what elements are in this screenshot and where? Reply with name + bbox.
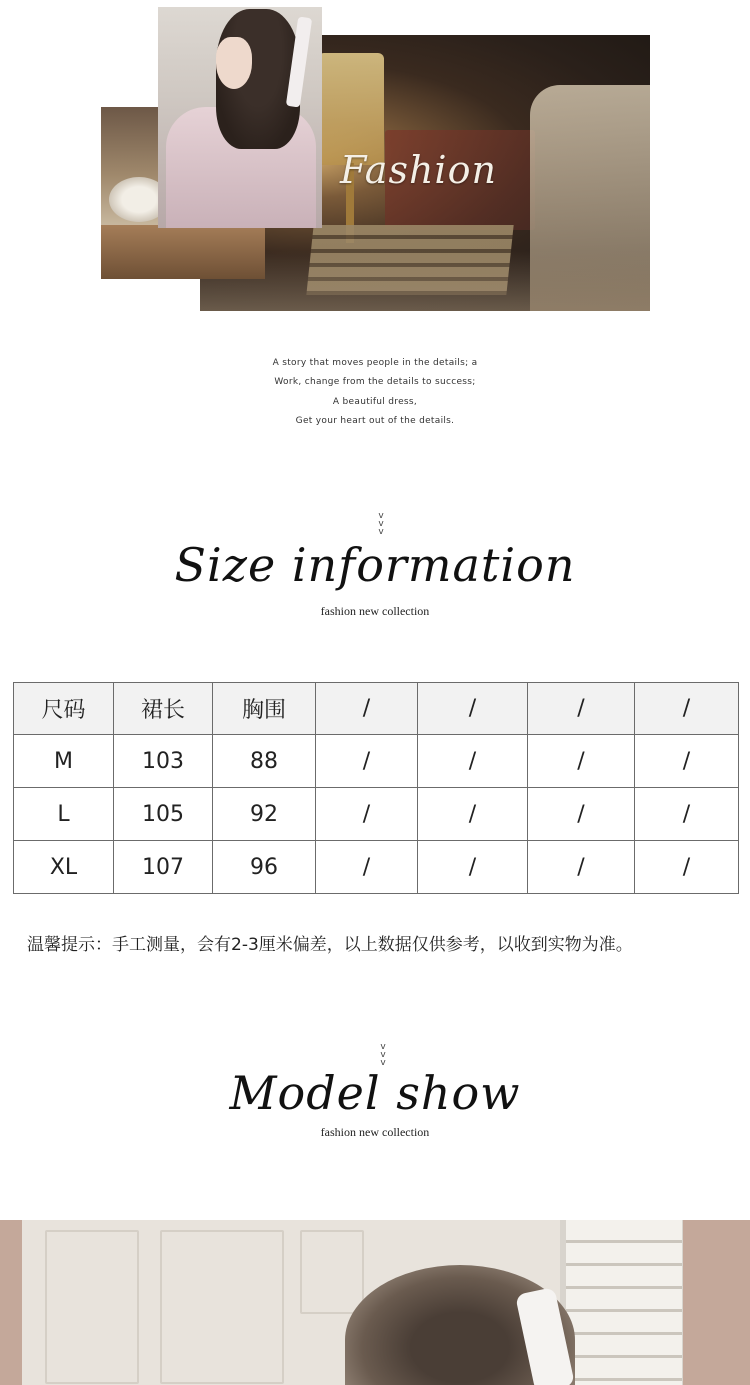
door-panel xyxy=(300,1230,364,1314)
wooden-table xyxy=(101,225,265,279)
model-show-photo xyxy=(0,1220,750,1385)
size-table-header-row xyxy=(14,683,739,735)
table-row xyxy=(14,841,739,894)
chevron-down-icon: v v v xyxy=(378,511,384,537)
header-empty: / xyxy=(635,683,739,735)
table-cell: 103 xyxy=(114,735,213,788)
size-table xyxy=(13,682,739,894)
table-cell: / xyxy=(635,841,739,894)
table-cell: XL xyxy=(14,841,114,894)
story-line-3: A beautiful dress, xyxy=(332,397,418,407)
model-section-subtitle: fashion new collection xyxy=(320,1125,430,1139)
table-cell: M xyxy=(14,735,114,788)
header-empty: / xyxy=(316,683,418,735)
header-bust: 胸围 xyxy=(213,683,316,735)
table-cell: / xyxy=(316,841,418,894)
table-cell: 92 xyxy=(213,788,316,841)
measurement-tip: 温馨提示：手工测量，会有2-3厘米偏差，以上数据仅供参考，以收到实物为准。 xyxy=(27,935,633,955)
table-cell: / xyxy=(528,841,635,894)
model-section-title: Model show xyxy=(229,1066,521,1120)
table-cell: 107 xyxy=(114,841,213,894)
story-line-2: Work, change from the details to success; xyxy=(274,377,476,387)
table-cell: / xyxy=(316,788,418,841)
table-cell: / xyxy=(528,735,635,788)
table-cell: / xyxy=(418,841,528,894)
table-cell: 88 xyxy=(213,735,316,788)
model-face xyxy=(216,37,252,89)
table-cell: / xyxy=(418,788,528,841)
story-line-4: Get your heart out of the details. xyxy=(295,416,455,426)
header-empty: / xyxy=(418,683,528,735)
table-row xyxy=(14,735,739,788)
hero-model-photo xyxy=(158,7,322,228)
table-cell: / xyxy=(635,735,739,788)
table-cell: / xyxy=(316,735,418,788)
header-size: 尺码 xyxy=(14,683,114,735)
table-cell: / xyxy=(635,788,739,841)
size-section-subtitle: fashion new collection xyxy=(320,604,430,618)
header-empty: / xyxy=(528,683,635,735)
table-cell: / xyxy=(418,735,528,788)
table-cell: 105 xyxy=(114,788,213,841)
lace-tablecloth xyxy=(200,251,650,311)
door-panel xyxy=(45,1230,139,1384)
header-length: 裙长 xyxy=(114,683,213,735)
window-shutter xyxy=(566,1220,682,1385)
size-section-title: Size information xyxy=(174,538,576,592)
table-cell: L xyxy=(14,788,114,841)
fashion-overlay-text: Fashion xyxy=(340,148,497,192)
story-line-1: A story that moves people in the details; a xyxy=(272,358,478,368)
table-cell: 96 xyxy=(213,841,316,894)
chevron-down-icon: v v v xyxy=(380,1042,386,1068)
door-panel xyxy=(160,1230,284,1384)
table-row xyxy=(14,788,739,841)
table-cell: / xyxy=(528,788,635,841)
